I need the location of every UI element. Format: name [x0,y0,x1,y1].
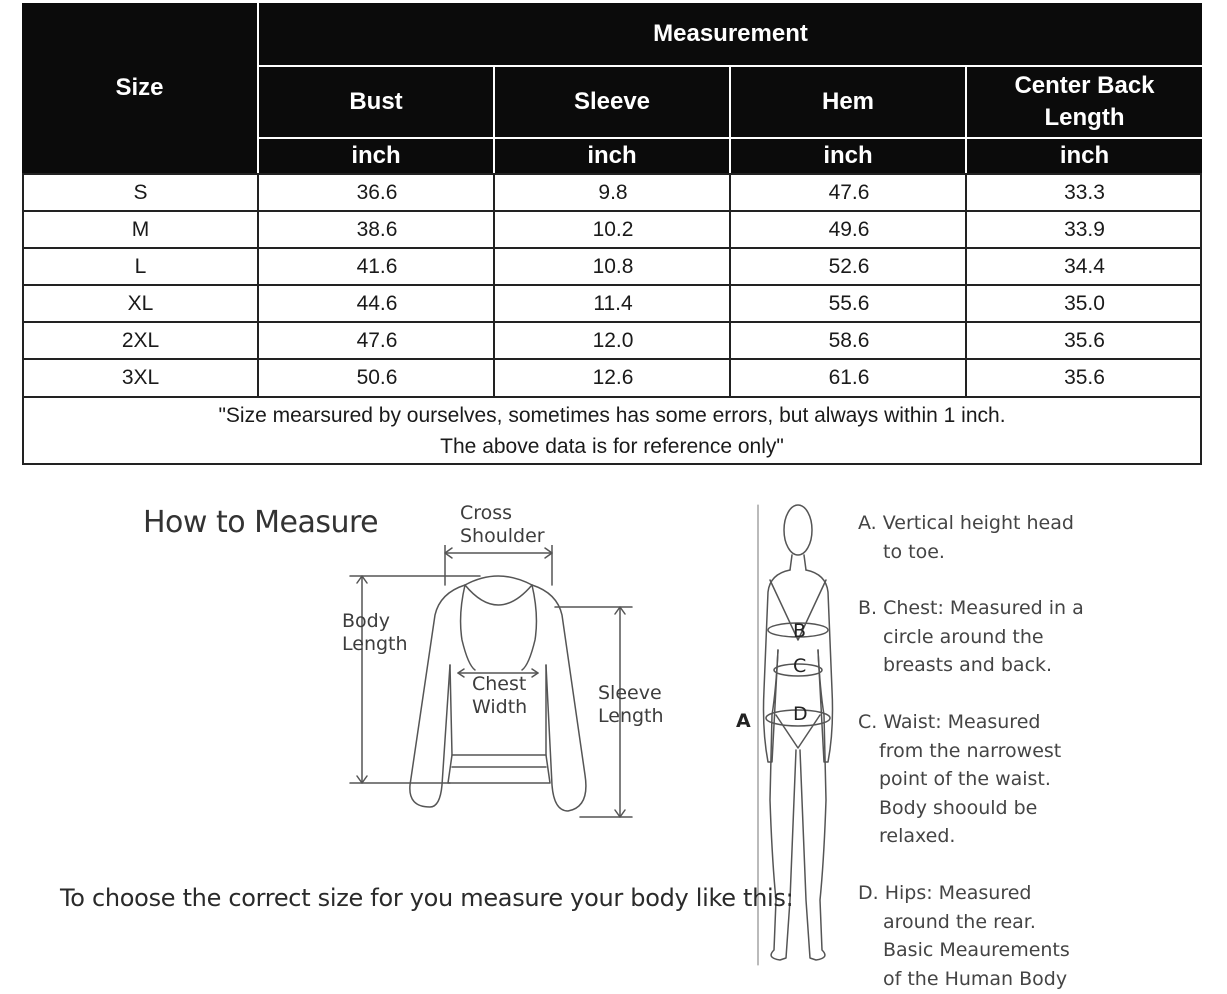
table-cell-hem: 47.6 [828,180,870,204]
chest-width-label: Chest Width [472,673,528,718]
table-cell-bust: 47.6 [356,328,398,352]
measure-step-d: D. Hips: Measured around the rear. Basic Meaurements of the Human Body [858,882,1070,990]
unit-header-bust: inch [259,139,493,173]
table-row-size: 2XL [121,328,160,352]
table-cell-sleeve: 10.8 [592,254,634,278]
table-cell-sleeve: 12.6 [592,366,634,389]
body-marker-d: D [793,703,808,725]
column-header-center-back-length: Center Back Length [967,67,1202,137]
table-cell-bust: 36.6 [356,180,398,204]
measurement-disclaimer [22,398,1202,466]
disclaimer-line-2: The above data is for reference only" [440,435,784,458]
measure-step-b: B. Chest: Measured in a circle around the breasts and back. [858,597,1084,676]
body-marker-b: B [793,620,807,642]
column-header-sleeve: Sleeve [495,67,729,137]
table-cell-bust: 41.6 [356,254,398,278]
table-row-size: XL [127,291,154,315]
table-cell-center-back-length: 35.0 [1064,291,1105,315]
cross-shoulder-label: Cross Shoulder [460,502,545,547]
body-length-label: Body Length [342,610,408,655]
column-header-hem: Hem [731,67,965,137]
table-cell-hem: 49.6 [828,217,870,241]
table-row-size: S [133,180,148,204]
column-header-bust: Bust [259,67,493,137]
table-cell-center-back-length: 35.6 [1064,366,1105,389]
table-cell-bust: 38.6 [356,217,398,241]
table-cell-hem: 52.6 [828,254,870,278]
table-cell-sleeve: 11.4 [593,291,633,315]
measure-step-a: A. Vertical height head to toe. [858,512,1074,563]
table-cell-center-back-length: 35.6 [1064,328,1105,352]
how-to-measure-title: How to Measure [143,505,379,540]
sleeve-length-label: Sleeve Length [598,682,664,727]
table-cell-bust: 50.6 [356,366,398,389]
unit-header-hem: inch [731,139,965,173]
table-cell-hem: 55.6 [828,291,870,315]
measure-step-c: C. Waist: Measured from the narrowest point of the waist. Body shoould be relaxed. [858,711,1062,847]
table-cell-center-back-length: 34.4 [1064,254,1105,278]
table-cell-center-back-length: 33.9 [1064,217,1105,241]
table-cell-sleeve: 10.2 [592,217,634,241]
body-marker-a: A [736,710,751,732]
disclaimer-line-1: "Size mearsured by ourselves, sometimes has some errors, but always within 1 inch. [218,404,1006,427]
unit-header-sleeve: inch [495,139,729,173]
body-marker-c: C [793,655,807,677]
table-row-size: 3XL [121,366,160,389]
measurement-group-header: Measurement [259,3,1202,65]
table-row-size: L [134,254,147,278]
table-cell-hem: 61.6 [828,366,870,389]
table-cell-sleeve: 9.8 [598,180,628,204]
table-cell-bust: 44.6 [356,291,398,315]
unit-header-center-back-length: inch [967,139,1202,173]
table-row-size: M [131,217,150,241]
table-cell-sleeve: 12.0 [592,328,634,352]
size-header: Size [22,3,257,173]
size-chart-table [22,3,1202,465]
table-cell-center-back-length: 33.3 [1064,180,1105,204]
measuring-instruction: To choose the correct size for you measure your body like this: [60,884,794,912]
table-cell-hem: 58.6 [828,328,870,352]
